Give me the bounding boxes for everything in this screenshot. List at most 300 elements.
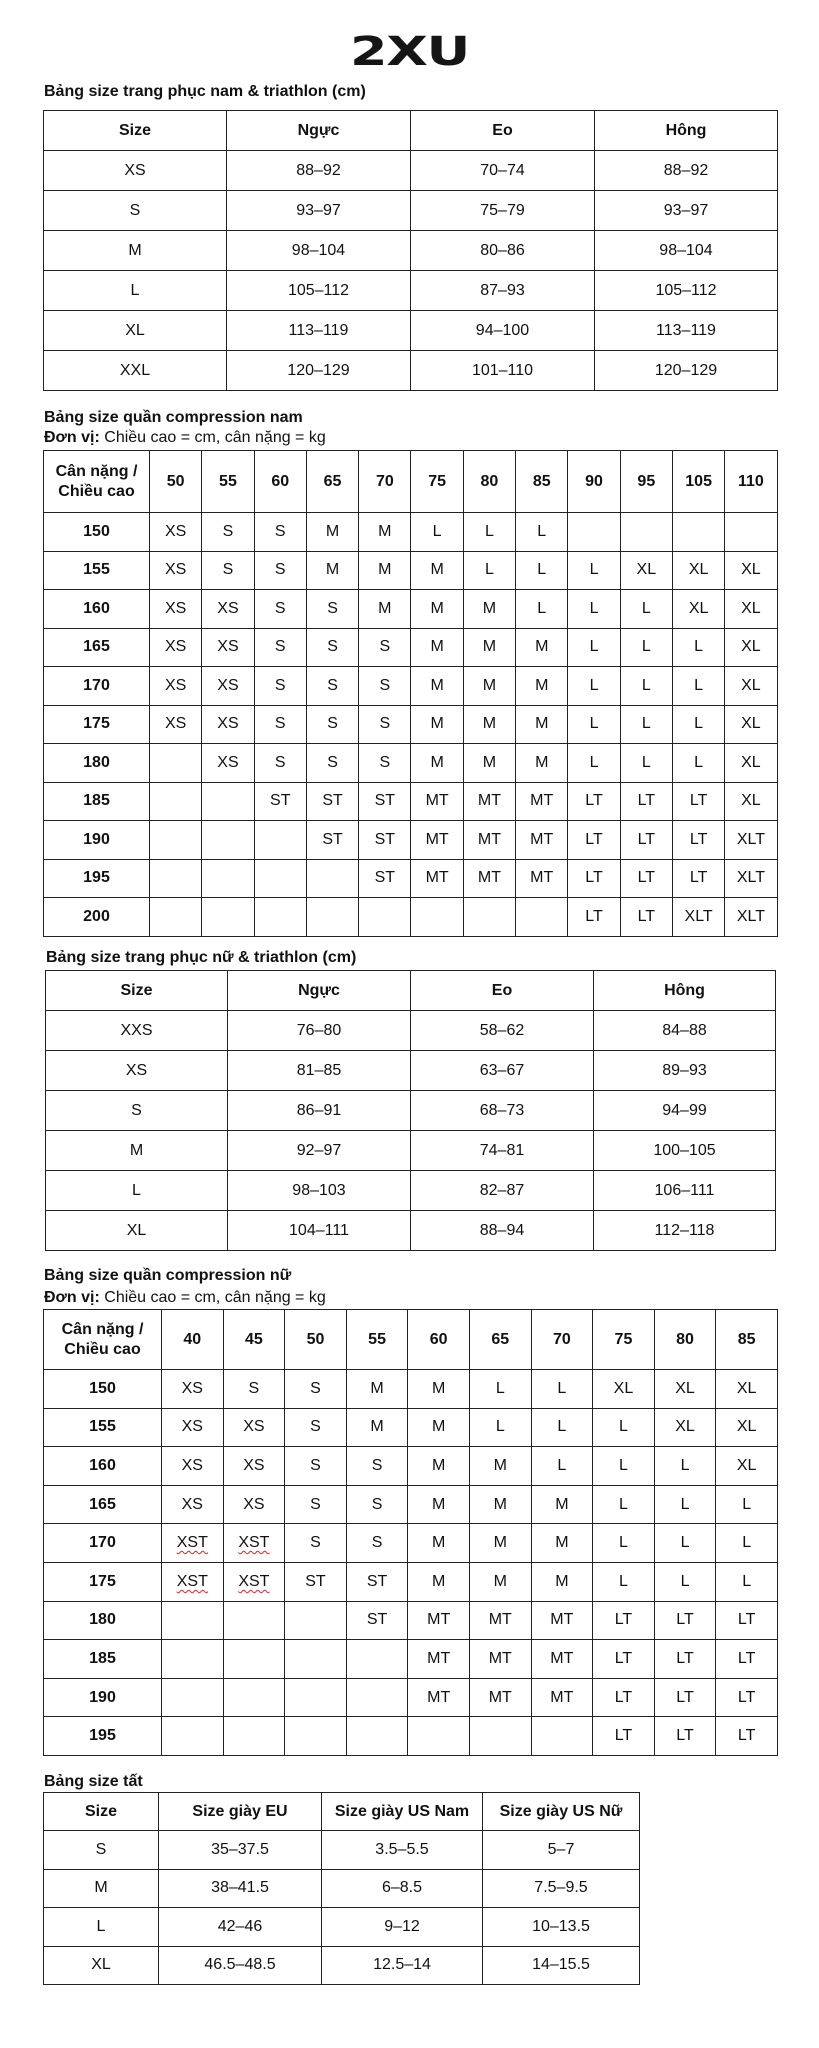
size-cell <box>716 1524 778 1563</box>
women-compression-table <box>43 1309 778 1756</box>
size-cell <box>408 1717 470 1756</box>
size-value: XL <box>741 676 761 694</box>
size-cell <box>654 1640 716 1679</box>
size-value: L <box>641 599 651 617</box>
size-value: L <box>589 599 599 617</box>
size-cell <box>223 1447 285 1486</box>
size-value: L <box>641 753 651 771</box>
size-value: ST <box>374 792 396 810</box>
size-value: MT <box>550 1688 574 1706</box>
size-cell <box>654 1370 716 1409</box>
size-cell: XXS <box>46 1011 228 1051</box>
size-cell <box>202 513 254 552</box>
size-cell <box>254 551 306 590</box>
size-value: MT <box>425 869 449 887</box>
size-value: M <box>432 1456 446 1474</box>
weight-header: 95 <box>620 451 672 513</box>
size-cell <box>620 551 672 590</box>
size-value: XS <box>217 676 239 694</box>
size-cell <box>516 821 568 860</box>
height-cell: 190 <box>44 821 150 860</box>
size-cell <box>463 744 515 783</box>
size-value: XS <box>217 715 239 733</box>
table-row <box>44 667 778 706</box>
size-value: M <box>535 638 549 656</box>
measurement-cell: 104–111 <box>228 1211 411 1251</box>
height-cell: 185 <box>44 1640 162 1679</box>
size-value: XL <box>741 792 761 810</box>
size-cell <box>716 1601 778 1640</box>
table-row <box>44 898 778 937</box>
measurement-cell: 120–129 <box>227 351 411 391</box>
size-cell <box>346 1640 408 1679</box>
weight-header: 105 <box>672 451 724 513</box>
men-apparel-table <box>43 110 778 391</box>
size-value: MT <box>488 1649 512 1667</box>
table-row <box>44 705 778 744</box>
table-row <box>44 590 778 629</box>
size-cell <box>150 628 202 667</box>
measurement-cell: 35–37.5 <box>159 1831 322 1870</box>
size-cell <box>725 744 777 783</box>
size-cell <box>716 1640 778 1679</box>
size-value: S <box>379 715 391 733</box>
size-value: L <box>680 1534 690 1552</box>
column-header: Size giày EU <box>159 1793 322 1831</box>
size-value: M <box>432 1418 446 1436</box>
size-value: L <box>589 638 599 656</box>
size-cell <box>306 705 358 744</box>
size-value: M <box>493 1456 507 1474</box>
size-value: L <box>742 1572 752 1590</box>
size-value: XS <box>243 1495 265 1513</box>
weight-header: 85 <box>516 451 568 513</box>
size-cell: XL <box>44 311 227 351</box>
size-cell <box>531 1408 593 1447</box>
size-cell <box>593 1370 655 1409</box>
size-cell <box>359 590 411 629</box>
size-value: MT <box>530 830 554 848</box>
size-cell <box>463 513 515 552</box>
table-row <box>44 1717 778 1756</box>
size-value: XL <box>613 1379 634 1397</box>
size-value: XS <box>217 638 239 656</box>
size-value: S <box>327 753 338 771</box>
size-value: S <box>222 522 234 540</box>
size-cell <box>716 1678 778 1717</box>
size-cell <box>285 1524 347 1563</box>
size-cell <box>162 1562 224 1601</box>
size-cell <box>306 821 358 860</box>
size-cell <box>725 551 777 590</box>
weight-header: 40 <box>162 1310 224 1370</box>
size-cell <box>463 705 515 744</box>
size-value: LT <box>689 792 708 810</box>
size-cell <box>411 590 463 629</box>
size-cell <box>254 859 306 898</box>
size-value: M <box>430 638 444 656</box>
size-value: MT <box>530 792 554 810</box>
size-cell <box>254 705 306 744</box>
size-cell <box>672 782 724 821</box>
size-value: M <box>482 753 497 771</box>
size-cell <box>408 1408 470 1447</box>
size-cell <box>516 705 568 744</box>
size-value: XS <box>217 753 239 771</box>
size-cell <box>725 859 777 898</box>
size-value: ST <box>305 1572 326 1590</box>
measurement-cell: 76–80 <box>228 1011 411 1051</box>
size-value: M <box>325 522 340 540</box>
table-row <box>46 1091 776 1131</box>
size-cell <box>254 667 306 706</box>
measurement-cell: 84–88 <box>594 1011 776 1051</box>
measurement-cell: 113–119 <box>595 311 778 351</box>
size-cell <box>285 1601 347 1640</box>
women-compression-title: Bảng size quần compression nữ <box>44 1267 292 1284</box>
size-value: M <box>370 1379 384 1397</box>
size-cell: M <box>46 1131 228 1171</box>
size-value: S <box>310 1379 321 1397</box>
size-value: XST <box>176 1534 208 1552</box>
size-cell <box>346 1485 408 1524</box>
weight-header: 45 <box>223 1310 285 1370</box>
size-cell <box>359 705 411 744</box>
measurement-cell: 10–13.5 <box>483 1908 640 1947</box>
size-value: L <box>641 676 651 694</box>
corner-header: Cân nặng / Chiều cao <box>44 1310 162 1370</box>
size-cell <box>202 898 254 937</box>
size-cell <box>306 898 358 937</box>
measurement-cell: 101–110 <box>411 351 595 391</box>
size-cell <box>672 859 724 898</box>
size-value: LT <box>737 1688 756 1706</box>
size-cell <box>654 1601 716 1640</box>
size-cell <box>469 1408 531 1447</box>
size-cell <box>346 1601 408 1640</box>
size-value: ST <box>366 1611 388 1629</box>
height-cell: 185 <box>44 782 150 821</box>
size-value: S <box>327 676 338 694</box>
socks-table <box>43 1792 640 1985</box>
table-row <box>44 513 778 552</box>
size-cell <box>359 859 411 898</box>
size-value: MT <box>477 869 501 887</box>
size-cell <box>463 628 515 667</box>
size-value: XS <box>164 522 187 540</box>
table-row <box>44 1485 778 1524</box>
size-cell <box>620 898 672 937</box>
size-cell <box>346 1447 408 1486</box>
weight-header: 85 <box>716 1310 778 1370</box>
size-value: XST <box>238 1572 270 1590</box>
size-cell <box>725 821 777 860</box>
size-value: MT <box>427 1688 451 1706</box>
size-cell <box>620 744 672 783</box>
size-value: XL <box>736 1418 757 1436</box>
table-row <box>44 1601 778 1640</box>
size-cell <box>408 1562 470 1601</box>
measurement-cell: 80–86 <box>411 231 595 271</box>
size-value: XS <box>164 715 187 733</box>
size-value: XLT <box>736 907 765 925</box>
table-row <box>44 628 778 667</box>
men-compression-unit <box>44 428 326 448</box>
header-row <box>44 451 778 513</box>
size-cell <box>531 1524 593 1563</box>
size-value: L <box>557 1379 567 1397</box>
measurement-cell: 3.5–5.5 <box>322 1831 483 1870</box>
table-row <box>44 231 778 271</box>
size-cell <box>162 1370 224 1409</box>
size-value: M <box>535 676 549 694</box>
size-cell <box>359 821 411 860</box>
height-cell: 150 <box>44 513 150 552</box>
size-cell <box>469 1717 531 1756</box>
size-value: LT <box>676 1649 694 1667</box>
size-cell <box>150 705 202 744</box>
size-value: L <box>619 1456 628 1474</box>
weight-header: 70 <box>359 451 411 513</box>
measurement-cell: 89–93 <box>594 1051 776 1091</box>
header-row <box>46 971 776 1011</box>
size-value: M <box>535 715 549 733</box>
size-cell <box>285 1370 347 1409</box>
size-cell <box>346 1562 408 1601</box>
size-value: LT <box>585 792 603 810</box>
size-cell <box>223 1678 285 1717</box>
measurement-cell: 38–41.5 <box>159 1869 322 1908</box>
size-value: S <box>274 753 286 771</box>
size-cell <box>150 859 202 898</box>
size-value: XL <box>688 599 709 617</box>
size-cell <box>463 551 515 590</box>
weight-header: 55 <box>202 451 254 513</box>
column-header: Hông <box>595 111 778 151</box>
size-value: LT <box>585 830 603 848</box>
size-cell <box>285 1408 347 1447</box>
size-cell <box>672 551 724 590</box>
size-cell <box>469 1447 531 1486</box>
weight-header: 90 <box>568 451 620 513</box>
size-value: XS <box>217 599 239 617</box>
size-value: L <box>680 1456 690 1474</box>
measurement-cell: 7.5–9.5 <box>483 1869 640 1908</box>
measurement-cell: 98–103 <box>228 1171 411 1211</box>
size-value: M <box>430 676 444 694</box>
size-value: L <box>484 522 494 540</box>
measurement-cell: 74–81 <box>411 1131 594 1171</box>
size-value: L <box>641 715 651 733</box>
size-cell: L <box>46 1171 228 1211</box>
size-cell <box>593 1678 655 1717</box>
table-row <box>44 1640 778 1679</box>
measurement-cell: 86–91 <box>228 1091 411 1131</box>
size-cell <box>223 1562 285 1601</box>
size-value: XL <box>675 1418 695 1436</box>
table-row <box>44 151 778 191</box>
size-cell <box>463 782 515 821</box>
measurement-cell: 6–8.5 <box>322 1869 483 1908</box>
size-value: LT <box>676 1688 694 1706</box>
size-cell <box>463 859 515 898</box>
weight-header: 65 <box>469 1310 531 1370</box>
table-row <box>44 271 778 311</box>
size-cell <box>672 744 724 783</box>
size-cell <box>408 1447 470 1486</box>
size-value: L <box>495 1418 505 1436</box>
size-cell <box>285 1640 347 1679</box>
size-cell <box>516 590 568 629</box>
size-value: L <box>589 561 599 579</box>
size-cell <box>672 898 724 937</box>
size-cell <box>469 1524 531 1563</box>
size-cell <box>346 1678 408 1717</box>
measurement-cell: 106–111 <box>594 1171 776 1211</box>
size-value: XL <box>741 561 761 579</box>
size-value: XS <box>164 561 187 579</box>
measurement-cell: 14–15.5 <box>483 1946 640 1985</box>
measurement-cell: 105–112 <box>595 271 778 311</box>
size-cell <box>359 667 411 706</box>
size-value: LT <box>737 1727 756 1745</box>
measurement-cell: 105–112 <box>227 271 411 311</box>
size-value: XS <box>243 1418 265 1436</box>
header-row <box>44 1793 640 1831</box>
size-value: LT <box>689 830 708 848</box>
size-value: S <box>379 676 391 694</box>
column-header: Eo <box>411 111 595 151</box>
size-cell <box>620 821 672 860</box>
size-value: S <box>274 522 286 540</box>
measurement-cell: 82–87 <box>411 1171 594 1211</box>
size-value: L <box>694 638 704 656</box>
size-cell <box>716 1447 778 1486</box>
size-cell <box>408 1640 470 1679</box>
size-value: M <box>482 599 497 617</box>
size-value: XS <box>164 676 187 694</box>
header-row <box>44 1310 778 1370</box>
size-cell <box>150 667 202 706</box>
size-value: S <box>379 753 391 771</box>
size-cell <box>346 1717 408 1756</box>
size-value: XL <box>688 561 709 579</box>
size-cell <box>202 705 254 744</box>
size-cell <box>654 1562 716 1601</box>
column-header: Size giày US Nam <box>322 1793 483 1831</box>
size-cell <box>463 590 515 629</box>
height-cell: 160 <box>44 1447 162 1486</box>
size-cell <box>306 551 358 590</box>
size-cell <box>672 628 724 667</box>
size-value: M <box>493 1495 507 1513</box>
size-cell <box>593 1717 655 1756</box>
height-cell: 180 <box>44 1601 162 1640</box>
size-cell <box>620 667 672 706</box>
size-cell <box>672 667 724 706</box>
size-cell <box>359 551 411 590</box>
size-value: MT <box>427 1649 451 1667</box>
size-value: M <box>482 676 497 694</box>
size-cell <box>516 782 568 821</box>
table-row <box>44 1370 778 1409</box>
size-cell <box>223 1640 285 1679</box>
size-cell <box>285 1717 347 1756</box>
size-value: XS <box>181 1379 203 1397</box>
height-cell: 180 <box>44 744 150 783</box>
weight-header: 50 <box>150 451 202 513</box>
size-cell <box>620 513 672 552</box>
table-row <box>44 311 778 351</box>
size-cell <box>162 1524 224 1563</box>
size-cell <box>285 1562 347 1601</box>
size-cell <box>162 1408 224 1447</box>
size-value: LT <box>614 1688 633 1706</box>
size-cell <box>306 667 358 706</box>
size-value: LT <box>689 869 708 887</box>
size-cell <box>716 1370 778 1409</box>
size-cell <box>620 628 672 667</box>
column-header: Ngực <box>228 971 411 1011</box>
size-value: M <box>378 522 392 540</box>
height-cell: 195 <box>44 1717 162 1756</box>
size-cell <box>411 744 463 783</box>
size-value: LT <box>585 907 603 925</box>
size-cell <box>716 1562 778 1601</box>
size-value: XS <box>243 1456 265 1474</box>
measurement-cell: 5–7 <box>483 1831 640 1870</box>
size-value: XL <box>741 753 761 771</box>
size-cell <box>725 705 777 744</box>
size-value: XST <box>238 1534 270 1552</box>
size-value: L <box>641 638 651 656</box>
table-row <box>44 1869 640 1908</box>
size-value: L <box>694 676 704 694</box>
size-value: XL <box>675 1379 695 1397</box>
size-cell <box>531 1678 593 1717</box>
weight-header: 65 <box>306 451 358 513</box>
size-cell <box>568 667 620 706</box>
size-value: MT <box>488 1688 512 1706</box>
measurement-cell: 70–74 <box>411 151 595 191</box>
size-cell <box>306 590 358 629</box>
size-value: S <box>327 715 338 733</box>
size-value: M <box>430 561 444 579</box>
size-cell <box>463 898 515 937</box>
size-value: L <box>742 1495 752 1513</box>
size-cell <box>716 1717 778 1756</box>
size-value: L <box>619 1418 628 1436</box>
size-value: L <box>680 1495 690 1513</box>
size-cell <box>469 1678 531 1717</box>
size-cell <box>469 1370 531 1409</box>
size-value: XL <box>736 1456 757 1474</box>
measurement-cell: 98–104 <box>227 231 411 271</box>
size-cell <box>725 782 777 821</box>
size-cell <box>202 821 254 860</box>
size-cell <box>306 782 358 821</box>
size-value: LT <box>637 907 656 925</box>
size-value: S <box>371 1495 383 1513</box>
size-cell <box>469 1485 531 1524</box>
size-value: ST <box>270 792 291 810</box>
size-value: L <box>432 522 442 540</box>
weight-header: 80 <box>654 1310 716 1370</box>
size-cell <box>654 1408 716 1447</box>
size-cell <box>223 1717 285 1756</box>
size-cell <box>568 705 620 744</box>
size-cell <box>411 859 463 898</box>
